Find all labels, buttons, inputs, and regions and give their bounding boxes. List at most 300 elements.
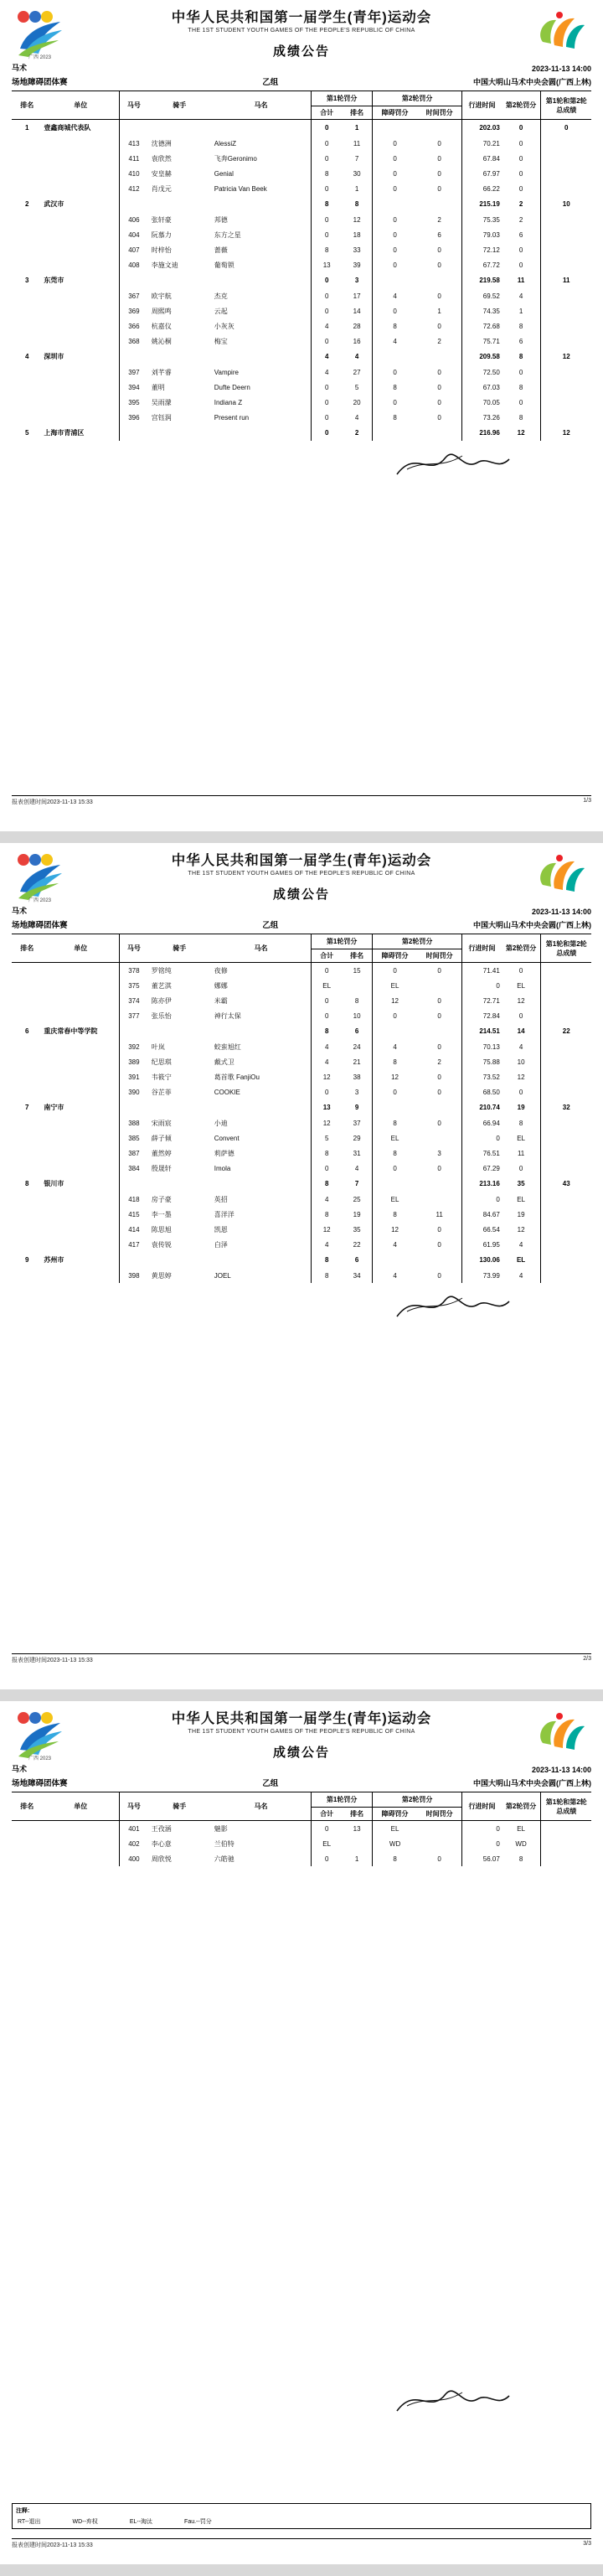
rider-rank-blank xyxy=(12,1054,42,1069)
rider-jump-fault: 0 xyxy=(373,963,418,979)
rider-r2-score: 0 xyxy=(518,966,523,975)
rider-unit-blank xyxy=(42,1069,119,1084)
team-horse xyxy=(211,272,312,288)
rider-rank-blank xyxy=(12,410,42,425)
team-athlete xyxy=(148,425,211,441)
rider-r1-rank: 10 xyxy=(353,1011,361,1020)
page-title-en: THE 1ST STUDENT YOUTH GAMES OF THE PEOPLE'S REPUBLIC OF CHINA xyxy=(188,1728,415,1735)
rider-r1-rank: 16 xyxy=(353,337,361,345)
rider-r1-total: 12 xyxy=(312,1069,342,1084)
rider-r2-score: 0 xyxy=(518,1011,523,1020)
rider-unit-blank xyxy=(42,1008,119,1023)
rider-r1-total: 8 xyxy=(312,1207,342,1222)
team-ride-time: 215.19 xyxy=(462,196,502,212)
rider-horse: 喜洋洋 xyxy=(214,1210,234,1218)
rider-athlete: 刘芊睿 xyxy=(151,368,172,376)
team-time-fault xyxy=(417,425,462,441)
rider-row xyxy=(12,1084,591,1099)
team-rank: 9 xyxy=(24,1256,29,1264)
rider-r2-score: 0 xyxy=(518,184,523,193)
rider-number: 374 xyxy=(120,993,148,1008)
rider-horse: 飞奔Geronimo xyxy=(214,154,257,163)
rider-r2-score: EL xyxy=(517,1134,525,1142)
page-title: 中华人民共和国第一届学生(青年)运动会 xyxy=(171,853,432,868)
rider-unit-blank xyxy=(42,395,119,410)
team-time-fault xyxy=(417,349,462,365)
rider-athlete: 安皇赫 xyxy=(151,169,172,178)
rider-time-fault xyxy=(417,1836,462,1851)
rider-time-fault: 0 xyxy=(437,1164,441,1172)
rider-horse: 米霸 xyxy=(214,996,228,1005)
rider-unit-blank xyxy=(42,1222,119,1237)
emblem-year-text: 广西 2023 xyxy=(28,55,52,60)
col-ride-time: 行进时间 xyxy=(462,1792,502,1821)
col-athlete: 骑手 xyxy=(148,1792,211,1821)
rider-number: 410 xyxy=(120,166,148,181)
rider-r1-total: 0 xyxy=(312,303,342,318)
team-ride-time: 202.03 xyxy=(462,120,502,137)
legend-title: 注释: xyxy=(16,2508,30,2514)
rider-rank-blank xyxy=(12,1069,42,1084)
rider-time-fault xyxy=(417,978,462,993)
rider-final xyxy=(541,380,591,395)
rider-r1-rank: 1 xyxy=(354,1854,359,1863)
legend-items xyxy=(16,2517,587,2526)
rider-jump-fault: 8 xyxy=(373,1207,418,1222)
col-horse: 马名 xyxy=(211,934,312,963)
team-r2-score: 8 xyxy=(518,353,523,360)
event-name: 场地障碍团体赛 xyxy=(12,921,68,930)
rider-r2-score: 12 xyxy=(517,996,525,1005)
rider-rank-blank xyxy=(12,1192,42,1207)
rider-row xyxy=(12,1115,591,1130)
rider-r2-score: 8 xyxy=(518,1119,523,1127)
rider-r1-total: 4 xyxy=(312,1237,342,1252)
rider-jump-fault: 4 xyxy=(373,1268,418,1283)
rider-horse: 兰伯特 xyxy=(214,1839,234,1848)
rider-jump-fault: 0 xyxy=(373,1008,418,1023)
rider-r1-rank: 30 xyxy=(353,169,361,178)
rider-r1-rank: 19 xyxy=(353,1210,361,1218)
col-round2: 第2轮罚分 xyxy=(373,934,462,949)
team-number xyxy=(120,1176,148,1192)
rider-ride-time: 72.68 xyxy=(462,318,502,334)
rider-rank-blank xyxy=(12,166,42,181)
games-mascot-icon xyxy=(526,8,591,57)
rider-jump-fault: 12 xyxy=(373,1222,418,1237)
rider-rank-blank xyxy=(12,1008,42,1023)
rider-number: 402 xyxy=(120,1836,148,1851)
rider-time-fault: 0 xyxy=(437,996,441,1005)
team-time-fault xyxy=(417,1099,462,1115)
rider-rank-blank xyxy=(12,242,42,257)
rider-rank-blank xyxy=(12,136,42,151)
rider-final xyxy=(541,1192,591,1207)
rider-jump-fault: 8 xyxy=(373,318,418,334)
rider-ride-time: 76.51 xyxy=(462,1146,502,1161)
rider-r2-score: 4 xyxy=(518,1271,523,1280)
rider-number: 390 xyxy=(120,1084,148,1099)
rider-athlete: 王孜涵 xyxy=(151,1824,172,1833)
rider-r1-rank: 27 xyxy=(353,368,361,376)
rider-time-fault: 0 xyxy=(437,1011,441,1020)
team-name: 银川市 xyxy=(44,1180,64,1187)
rider-athlete: 董艺淇 xyxy=(151,981,172,990)
rider-rank-blank xyxy=(12,318,42,334)
rider-time-fault: 3 xyxy=(437,1149,441,1157)
rider-horse: JOEL xyxy=(214,1271,231,1280)
rider-final xyxy=(541,410,591,425)
rider-r1-rank: 22 xyxy=(353,1240,361,1249)
rider-ride-time: 75.88 xyxy=(462,1054,502,1069)
games-emblem-icon xyxy=(12,851,77,903)
rider-horse: 娜娜 xyxy=(214,981,228,990)
col-round1: 第1轮罚分 xyxy=(312,1792,373,1808)
rider-row xyxy=(12,151,591,166)
col-unit: 单位 xyxy=(42,91,119,120)
rider-horse: 凯恩 xyxy=(214,1225,228,1234)
page-subtitle: 成绩公告 xyxy=(272,887,330,902)
team-athlete xyxy=(148,196,211,212)
page-title: 中华人民共和国第一届学生(青年)运动会 xyxy=(171,10,432,25)
rider-rank-blank xyxy=(12,212,42,227)
event-datetime: 2023-11-13 14:00 xyxy=(531,908,591,916)
rider-ride-time: 67.03 xyxy=(462,380,502,395)
rider-r1-rank: 35 xyxy=(353,1225,361,1234)
rider-rank-blank xyxy=(12,1161,42,1176)
results-page-3 xyxy=(0,1701,603,2564)
rider-unit-blank xyxy=(42,1821,119,1837)
team-r2-score: EL xyxy=(516,1256,526,1264)
rider-r1-total: 0 xyxy=(312,212,342,227)
rider-athlete: 阮慕力 xyxy=(151,230,172,239)
rider-ride-time: 0 xyxy=(462,1821,502,1837)
rider-ride-time: 0 xyxy=(462,1192,502,1207)
rider-rank-blank xyxy=(12,227,42,242)
rider-ride-time: 69.52 xyxy=(462,288,502,303)
team-jump-fault xyxy=(373,1023,418,1039)
rider-ride-time: 67.97 xyxy=(462,166,502,181)
rider-final xyxy=(541,1821,591,1837)
rider-r1-total: 8 xyxy=(312,1268,342,1283)
rider-r1-total: 0 xyxy=(312,181,342,196)
rider-row xyxy=(12,365,591,380)
rider-unit-blank xyxy=(42,288,119,303)
rider-rank-blank xyxy=(12,978,42,993)
rider-athlete: 陈思旭 xyxy=(151,1225,172,1234)
rider-final xyxy=(541,136,591,151)
rider-r1-rank: 17 xyxy=(353,292,361,300)
rider-r1-total: 0 xyxy=(312,993,342,1008)
team-time-fault xyxy=(417,1023,462,1039)
rider-r1-rank: 20 xyxy=(353,398,361,406)
team-horse xyxy=(211,425,312,441)
team-row xyxy=(12,1099,591,1115)
rider-ride-time: 66.94 xyxy=(462,1115,502,1130)
rider-athlete: 周欣悦 xyxy=(151,1854,172,1863)
rider-rank-blank xyxy=(12,1222,42,1237)
rider-ride-time: 75.35 xyxy=(462,212,502,227)
rider-unit-blank xyxy=(42,303,119,318)
team-row xyxy=(12,1176,591,1192)
rider-r2-score: WD xyxy=(515,1839,527,1848)
rider-final xyxy=(541,365,591,380)
rider-r1-rank: 4 xyxy=(354,413,359,422)
rider-jump-fault: EL xyxy=(373,1192,418,1207)
rider-ride-time: 70.13 xyxy=(462,1039,502,1054)
rider-row xyxy=(12,410,591,425)
col-time-fault: 时间罚分 xyxy=(417,1808,462,1821)
team-ride-time: 130.06 xyxy=(462,1252,502,1268)
team-jump-fault xyxy=(373,1252,418,1268)
team-time-fault xyxy=(417,196,462,212)
rider-number: 367 xyxy=(120,288,148,303)
rider-rank-blank xyxy=(12,395,42,410)
rider-unit-blank xyxy=(42,1851,119,1866)
team-athlete xyxy=(148,349,211,365)
rider-r1-total: 12 xyxy=(312,1222,342,1237)
rider-unit-blank xyxy=(42,1161,119,1176)
team-jump-fault xyxy=(373,120,418,137)
rider-horse: AlessiZ xyxy=(214,139,236,147)
rider-final xyxy=(541,1084,591,1099)
col-rank-small: 排名 xyxy=(342,1808,372,1821)
rider-final xyxy=(541,1222,591,1237)
team-ride-time: 209.58 xyxy=(462,349,502,365)
footer-page-number: 2/3 xyxy=(583,1656,591,1662)
rider-r1-total: 0 xyxy=(312,1084,342,1099)
rider-time-fault: 0 xyxy=(437,322,441,330)
page-title: 中华人民共和国第一届学生(青年)运动会 xyxy=(171,1711,432,1726)
team-jump-fault xyxy=(373,1099,418,1115)
rider-jump-fault: 0 xyxy=(373,365,418,380)
results-body-2 xyxy=(12,963,591,1284)
col-unit: 单位 xyxy=(42,934,119,963)
col-jump-fault: 障碍罚分 xyxy=(373,949,418,963)
team-horse xyxy=(211,120,312,137)
rider-final xyxy=(541,303,591,318)
rider-time-fault: 2 xyxy=(437,1058,441,1066)
col-ride-time: 行进时间 xyxy=(462,934,502,963)
rider-jump-fault: 0 xyxy=(373,257,418,272)
rider-number: 369 xyxy=(120,303,148,318)
rider-time-fault: 0 xyxy=(437,154,441,163)
rider-unit-blank xyxy=(42,1115,119,1130)
team-ride-time: 214.51 xyxy=(462,1023,502,1039)
rider-unit-blank xyxy=(42,318,119,334)
rider-unit-blank xyxy=(42,380,119,395)
rider-unit-blank xyxy=(42,993,119,1008)
team-number xyxy=(120,196,148,212)
rider-rank-blank xyxy=(12,334,42,349)
rider-horse: Indiana Z xyxy=(214,398,243,406)
team-name: 南宁市 xyxy=(44,1104,64,1111)
rider-row xyxy=(12,1836,591,1851)
team-r1-rank: 6 xyxy=(354,1256,359,1264)
team-r2-score: 12 xyxy=(517,429,525,437)
rider-number: 406 xyxy=(120,212,148,227)
team-r1-total: 8 xyxy=(312,1023,342,1039)
team-r1-rank: 6 xyxy=(354,1027,359,1035)
rider-time-fault: 0 xyxy=(437,966,441,975)
event-name: 场地障碍团体赛 xyxy=(12,1779,68,1788)
rider-rank-blank xyxy=(12,1836,42,1851)
rider-jump-fault: 0 xyxy=(373,242,418,257)
rider-unit-blank xyxy=(42,151,119,166)
rider-jump-fault: 0 xyxy=(373,1161,418,1176)
team-athlete xyxy=(148,1023,211,1039)
rider-horse: 魅影 xyxy=(214,1824,228,1833)
rider-time-fault: 0 xyxy=(437,1271,441,1280)
team-rank: 8 xyxy=(24,1180,29,1187)
team-row xyxy=(12,196,591,212)
rider-final xyxy=(541,993,591,1008)
rider-rank-blank xyxy=(12,963,42,979)
rider-r1-rank: 11 xyxy=(353,139,361,147)
team-final xyxy=(541,1252,591,1268)
rider-horse: Dufte Deern xyxy=(214,383,250,391)
team-r1-rank: 2 xyxy=(354,429,359,437)
rider-time-fault xyxy=(417,1130,462,1146)
team-jump-fault xyxy=(373,349,418,365)
rider-horse: 梅宝 xyxy=(214,337,228,345)
rider-r1-total: 0 xyxy=(312,227,342,242)
rider-number: 385 xyxy=(120,1130,148,1146)
rider-time-fault: 0 xyxy=(437,398,441,406)
legend-box xyxy=(12,2503,591,2529)
team-final: 0 xyxy=(541,120,591,137)
rider-horse: 神行太保 xyxy=(214,1011,241,1020)
team-final: 32 xyxy=(541,1099,591,1115)
rider-jump-fault: 0 xyxy=(373,151,418,166)
team-final: 12 xyxy=(541,425,591,441)
rider-number: 397 xyxy=(120,365,148,380)
rider-r1-total: EL xyxy=(312,1836,342,1851)
rider-rank-blank xyxy=(12,1115,42,1130)
rider-athlete: 周熙鸣 xyxy=(151,307,172,315)
rider-number: 396 xyxy=(120,410,148,425)
legend-item-fau: Fau.--罚分 xyxy=(184,2519,212,2525)
rider-final xyxy=(541,1054,591,1069)
rider-final xyxy=(541,151,591,166)
signature xyxy=(390,1286,516,1325)
rider-r1-total: 4 xyxy=(312,318,342,334)
rider-unit-blank xyxy=(42,1192,119,1207)
rider-athlete: 黄思婷 xyxy=(151,1271,172,1280)
rider-r1-total: 0 xyxy=(312,395,342,410)
rider-time-fault: 0 xyxy=(437,368,441,376)
rider-r1-rank: 37 xyxy=(353,1119,361,1127)
team-athlete xyxy=(148,272,211,288)
rider-r1-total: 8 xyxy=(312,1146,342,1161)
team-number xyxy=(120,1252,148,1268)
rider-unit-blank xyxy=(42,227,119,242)
rider-row xyxy=(12,1207,591,1222)
footer-generated-time: 报表创建时间2023-11-13 15:33 xyxy=(12,799,93,805)
col-time-fault: 时间罚分 xyxy=(417,949,462,963)
rider-r2-score: 12 xyxy=(517,1225,525,1234)
rider-final xyxy=(541,1115,591,1130)
rider-unit-blank xyxy=(42,181,119,196)
rider-jump-fault: 0 xyxy=(373,212,418,227)
rider-number: 414 xyxy=(120,1222,148,1237)
team-r2-score: 11 xyxy=(517,277,525,284)
discipline-label: 马术 xyxy=(12,907,28,915)
rider-row xyxy=(12,1146,591,1161)
rider-row xyxy=(12,1851,591,1866)
rider-r1-rank: 18 xyxy=(353,230,361,239)
rider-r1-total: 0 xyxy=(312,288,342,303)
rider-rank-blank xyxy=(12,1084,42,1099)
rider-athlete: 袁欣然 xyxy=(151,154,172,163)
footer-generated-time: 报表创建时间2023-11-13 15:33 xyxy=(12,1658,93,1663)
rider-ride-time: 74.35 xyxy=(462,303,502,318)
rider-time-fault: 0 xyxy=(437,139,441,147)
legend-item-rt: RT--退出 xyxy=(18,2519,41,2525)
rider-unit-blank xyxy=(42,1268,119,1283)
rider-row xyxy=(12,1268,591,1283)
rider-row xyxy=(12,963,591,979)
rider-athlete: 沈德洲 xyxy=(151,139,172,147)
rider-jump-fault: 4 xyxy=(373,1237,418,1252)
col-ride-time: 行进时间 xyxy=(462,91,502,120)
rider-r1-total: 4 xyxy=(312,1192,342,1207)
rider-number: 415 xyxy=(120,1207,148,1222)
col-round2-score: 第2轮罚分 xyxy=(502,91,541,120)
rider-r1-total: 0 xyxy=(312,136,342,151)
rider-rank-blank xyxy=(12,1130,42,1146)
team-time-fault xyxy=(417,1176,462,1192)
col-rank: 排名 xyxy=(12,1792,42,1821)
rider-jump-fault: 0 xyxy=(373,166,418,181)
rider-unit-blank xyxy=(42,1146,119,1161)
rider-time-fault: 0 xyxy=(437,246,441,254)
rider-jump-fault: 8 xyxy=(373,1146,418,1161)
rider-unit-blank xyxy=(42,1836,119,1851)
rider-athlete: 宋雨宸 xyxy=(151,1119,172,1127)
rider-r1-rank: 25 xyxy=(353,1195,361,1203)
rider-ride-time: 61.95 xyxy=(462,1237,502,1252)
rider-athlete: 宫钰润 xyxy=(151,413,172,422)
rider-ride-time: 67.84 xyxy=(462,151,502,166)
results-table-3 xyxy=(12,1792,591,1866)
rider-number: 388 xyxy=(120,1115,148,1130)
rider-ride-time: 73.99 xyxy=(462,1268,502,1283)
team-name: 深圳市 xyxy=(44,353,64,360)
team-r1-rank: 4 xyxy=(354,353,359,360)
rider-number: 418 xyxy=(120,1192,148,1207)
rider-time-fault: 0 xyxy=(437,1088,441,1096)
team-r1-total: 8 xyxy=(312,196,342,212)
rider-athlete: 李心意 xyxy=(151,1839,172,1848)
col-round2: 第2轮罚分 xyxy=(373,91,462,106)
team-row xyxy=(12,272,591,288)
team-number xyxy=(120,425,148,441)
rider-horse: 莉萨德 xyxy=(214,1149,234,1157)
team-jump-fault xyxy=(373,1176,418,1192)
rider-unit-blank xyxy=(42,1039,119,1054)
grade-label: 乙组 xyxy=(262,921,279,930)
rider-ride-time: 72.84 xyxy=(462,1008,502,1023)
rider-final xyxy=(541,978,591,993)
team-r1-rank: 1 xyxy=(354,124,359,132)
rider-r1-total: 8 xyxy=(312,166,342,181)
rider-ride-time: 0 xyxy=(462,1836,502,1851)
rider-r1-total: 8 xyxy=(312,242,342,257)
rider-number: 413 xyxy=(120,136,148,151)
col-rank-small: 排名 xyxy=(342,106,372,120)
col-total-fault: 合计 xyxy=(312,1808,342,1821)
